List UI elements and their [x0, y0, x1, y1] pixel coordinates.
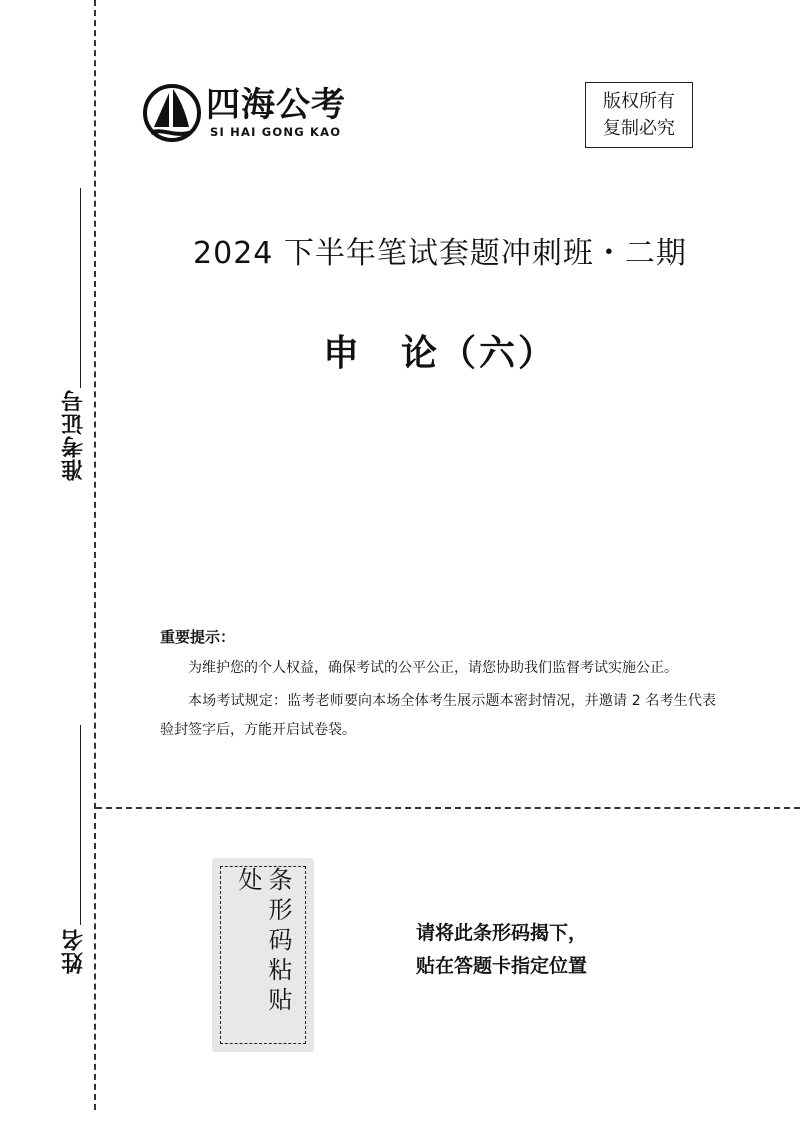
exam-id-label: 准考证号	[61, 389, 87, 482]
barcode-label: 条形码粘贴处	[234, 867, 292, 1017]
exam-id-field[interactable]	[58, 188, 90, 483]
name-label: 姓名	[61, 928, 87, 974]
notice-heading: 重要提示：	[160, 628, 236, 646]
sail-logo-icon	[142, 83, 202, 143]
logo-text-cn: 四海公考	[206, 85, 346, 125]
copyright-line-1: 版权所有	[603, 91, 675, 112]
copyright-notice-box	[585, 82, 693, 148]
important-notice	[160, 626, 716, 749]
logo-text-en: SI HAI GONG KAO	[210, 125, 342, 139]
copyright-line-2: 复制必究	[603, 118, 675, 139]
barcode-sticker-area[interactable]	[212, 858, 314, 1052]
binding-fold-line-vertical	[94, 0, 96, 1110]
notice-paragraph-2: 本场考试规定：监考老师要向本场全体考生展示题本密封情况，并邀请 2 名考生代表验封签字后，方能开启试卷袋。	[160, 693, 716, 738]
name-underline	[80, 725, 81, 925]
notice-paragraph-1: 为维护您的个人权益，确保考试的公平公正，请您协助我们监督考试实施公正。	[188, 660, 678, 676]
barcode-dashed-frame	[220, 866, 306, 1044]
paper-title: 申 论（六）	[322, 333, 557, 374]
course-title: 2024 下半年笔试套题冲刺班・二期	[193, 236, 687, 271]
barcode-instruction	[416, 917, 587, 983]
instruction-line-1: 请将此条形码揭下，	[416, 922, 588, 944]
tear-line-horizontal	[96, 807, 800, 809]
exam-id-underline	[80, 188, 81, 388]
name-field[interactable]	[58, 725, 90, 977]
instruction-line-2: 贴在答题卡指定位置	[416, 955, 588, 977]
